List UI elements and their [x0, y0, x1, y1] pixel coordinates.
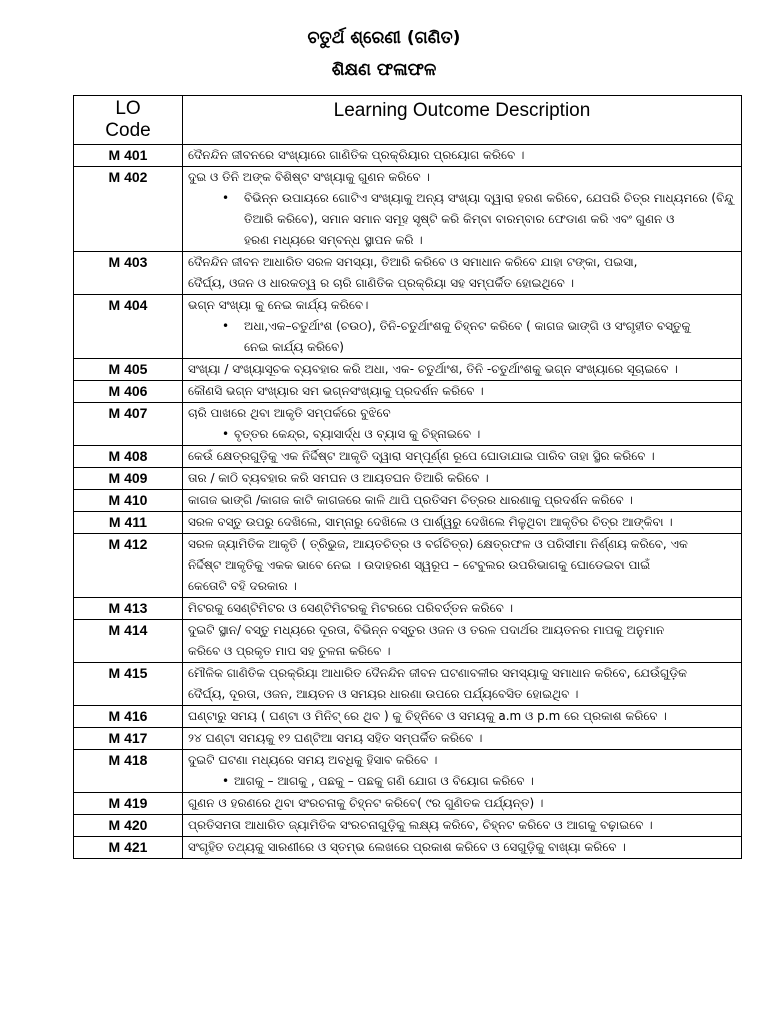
table-row: [74, 145, 742, 167]
learning-outcome-table: [73, 95, 742, 859]
table-row: [74, 598, 742, 620]
lo-description-cell: [183, 598, 742, 620]
description-line: ଘଣ୍ଟାରୁ ସମୟ ( ଘଣ୍ଟା ଓ ମିନିଟ୍ ରେ ଥିବ ) କୁ ଚିହ୍ନିବେ ଓ ସମୟକୁ a.m ଓ p.m ରେ ପ୍ରକାଶ କରିବେ ।: [188, 709, 667, 723]
table-header-row: [74, 96, 742, 145]
description-line: ସଂଖ୍ୟା / ସଂଖ୍ୟାସୂଚକ ବ୍ୟବହାର କରି ଅଧା, ଏକ- ଚତୁର୍ଥାଂଶ, ତିନି -ଚତୁର୍ଥାଂଶକୁ ଭଗ୍ନ ସଂଖ୍ୟାରେ ସୂଚାଇବେ ।: [188, 362, 678, 376]
description-line: ସଂଗୃହିତ ତଥ୍ୟକୁ ସାରଣୀରେ ଓ ସ୍ତମ୍ଭ ଲେଖରେ ପ୍ରକାଶ କରିବେ ଓ ସେଗୁଡ଼ିକୁ ବାଖ୍ୟା କରିବେ ।: [188, 840, 626, 854]
table-row: [74, 167, 742, 252]
lo-description-cell: [183, 295, 742, 359]
header-description: Learning Outcome Description: [183, 96, 742, 145]
lo-description-cell: [183, 490, 742, 512]
lo-code-cell: M 409: [74, 468, 183, 490]
description-line: ଭଗ୍ନ ସଂଖ୍ୟା କୁ ନେଇ କାର୍ଯ୍ୟ କରିବେ।: [188, 298, 369, 312]
lo-code-cell: M 420: [74, 815, 183, 837]
table-row: [74, 663, 742, 706]
lo-description-cell: [183, 359, 742, 381]
table-row: [74, 837, 742, 859]
description-line: ଦୈର୍ଘ୍ୟ, ଓଜନ ଓ ଧାରକତ୍ୱ ର ଚାରି ଗାଣିତିକ ପ୍ରକ୍ରିୟା ସହ ସମ୍ପର୍କିତ ହୋଇଥିବେ ।: [188, 276, 574, 290]
table-row: [74, 252, 742, 295]
table-row: [74, 728, 742, 750]
table-row: [74, 815, 742, 837]
lo-code-cell: M 421: [74, 837, 183, 859]
page-title: ଚତୁର୍ଥ ଶ୍ରେଣୀ (ଗଣିତ): [307, 28, 461, 48]
description-line: ଦୁଇ ଓ ତିନି ଅଙ୍କ ବିଶିଷ୍ଟ ସଂଖ୍ୟାକୁ ଗୁଣନ କରିବେ ।: [188, 170, 430, 184]
description-line: ନିର୍ଦ୍ଦିଷ୍ଟ ଆକୃତିକୁ ଏକକ ଭାବେ ନେଇ । ଉଦାହରଣ ସ୍ୱରୂପ – ଟେବୁଲର ଉପରିଭାଗକୁ ଘୋଡେଇବା ପାଇଁ: [188, 558, 651, 572]
lo-code-cell: M 419: [74, 793, 183, 815]
description-line: ଚାରି ପାଖରେ ଥିବା ଆକୃତି ସମ୍ପର୍କରେ ବୁଝିବେ: [188, 406, 391, 420]
bullet-item: [188, 188, 735, 251]
description-line: କୌଣସି ଭଗ୍ନ ସଂଖ୍ୟାର ସମ ଭଗ୍ନସଂଖ୍ୟାକୁ ପ୍ରଦର୍ଶନ କରିବେ ।: [188, 384, 484, 398]
description-line: ଦୈର୍ଘ୍ୟ, ଦୂରତା, ଓଜନ, ଆୟତନ ଓ ସମୟର ଧାରଣା ଉପରେ ପର୍ଯ୍ୟବେସିତ ହୋଇଥିବ ।: [188, 687, 579, 701]
description-line: ଦୈନନ୍ଦିନ ଜୀବନ ଆଧାରିତ ସରଳ ସମସ୍ୟା, ତିଆରି କରିବେ ଓ ସମାଧାନ କରିବେ ଯାହା ଟଙ୍କା, ପଇସା,: [188, 255, 638, 269]
lo-description-cell: [183, 145, 742, 167]
lo-code-cell: M 403: [74, 252, 183, 295]
lo-description-cell: [183, 750, 742, 793]
bullet-icon: •: [222, 427, 230, 441]
lo-code-cell: M 408: [74, 446, 183, 468]
table-row: [74, 490, 742, 512]
lo-description-cell: [183, 793, 742, 815]
lo-description-cell: [183, 534, 742, 598]
lo-code-cell: M 406: [74, 381, 183, 403]
description-line: ୨୪ ଘଣ୍ଟା ସମୟକୁ ୧୨ ଘଣ୍ଟିଆ ସମୟ ସହିତ ସମ୍ପର୍କିତ କରିବେ ।: [188, 731, 483, 745]
bullet-icon: •: [222, 774, 230, 788]
lo-description-cell: [183, 403, 742, 446]
description-line: କେତୋଟି ବହି ଦରକାର ।: [188, 579, 297, 593]
table-row: [74, 620, 742, 663]
lo-description-cell: [183, 512, 742, 534]
table-row: [74, 512, 742, 534]
bullet-line: ଆଗକୁ – ଆଗକୁ , ପଛକୁ – ପଛକୁ ଗଣି ଯୋଗ ଓ ବିୟୋଗ କରିବେ ।: [234, 774, 534, 788]
description-line: ଦୁଇଟି ସ୍ଥାନ/ ବସ୍ତୁ ମଧ୍ୟରେ ଦୂରତା, ବିଭିନ୍ନ ବସ୍ତୁର ଓଜନ ଓ ତରଳ ପଦାର୍ଥର ଆୟତନର ମାପକୁ ଅନୁମାନ: [188, 623, 665, 637]
bullet-item: [188, 424, 735, 445]
description-line: ଦୈନନ୍ଦିନ ଜୀବନରେ ସଂଖ୍ୟାରେ ଗାଣିତିକ ପ୍ରକ୍ରିୟାର ପ୍ରୟୋଗ କରିବେ ।: [188, 148, 525, 162]
lo-code-cell: M 414: [74, 620, 183, 663]
bullet-item: [188, 771, 735, 792]
lo-code-cell: M 402: [74, 167, 183, 252]
lo-code-cell: M 416: [74, 706, 183, 728]
description-line: ମୌଳିକ ଗାଣିତିକ ପ୍ରକ୍ରିୟା ଆଧାରିତ ଦୈନନ୍ଦିନ ଜୀବନ ଘଟଣାବଳୀର ସମସ୍ୟାକୁ ସମାଧାନ କରିବେ, ଯେଉଁଗୁଡ଼ିକ: [188, 666, 687, 680]
lo-code-cell: M 412: [74, 534, 183, 598]
bullet-item: [188, 316, 735, 358]
lo-code-cell: M 411: [74, 512, 183, 534]
bullet-line: ଅଧା,ଏକ–ଚତୁର୍ଥାଂଶ (ଚଉଠ), ତିନି-ଚତୁର୍ଥାଂଶକୁ ଚିହ୍ନଟ କରିବେ ( କାଗଜ ଭାଙ୍ଗି ଓ ସଂଗୃହୀତ ବସ୍ତୁକୁ: [244, 319, 691, 333]
description-line: ପ୍ରତିସମତା ଆଧାରିତ ଜ୍ୟାମିତିକ ସଂରଚନାଗୁଡ଼ିକୁ ଲକ୍ଷ୍ୟ କରିବେ, ଚିହ୍ନଟ କରିବେ ଓ ଆଗକୁ ବଢ଼ାଇବେ ।: [188, 818, 653, 832]
bullet-icon: •: [222, 319, 230, 333]
bullet-line: ବିଭିନ୍ନ ଉପାୟରେ ଗୋଟିଏ ସଂଖ୍ୟାକୁ ଅନ୍ୟ ସଂଖ୍ୟା ଦ୍ୱାରା ହରଣ କରିବେ, ଯେପରି ଚିତ୍ର ମାଧ୍ୟମରେ (ବିନ୍ଦୁ: [244, 191, 734, 205]
lo-code-cell: M 415: [74, 663, 183, 706]
lo-description-cell: [183, 468, 742, 490]
lo-description-cell: [183, 252, 742, 295]
bullet-line: ବୃତ୍ତର କେନ୍ଦ୍ର, ବ୍ୟାସାର୍ଦ୍ଧ ଓ ବ୍ୟାସ କୁ ଚିହ୍ନାଇବେ ।: [234, 427, 481, 441]
lo-code-cell: M 417: [74, 728, 183, 750]
description-line: ସରଳ ବସ୍ତୁ ଉପରୁ ଦେଖିଲେ, ସାମ୍ନାରୁ ଦେଖିଲେ ଓ ପାର୍ଶ୍ୱରୁ ଦେଖିଲେ ମିଳୁଥିବା ଆକୃତିର ଚିତ୍ର ଆଙ୍କିବା ।: [188, 515, 673, 529]
lo-code-cell: M 407: [74, 403, 183, 446]
bullet-line: ହରଣ ମଧ୍ୟରେ ସମ୍ବନ୍ଧ ସ୍ଥାପନ କରି ।: [244, 233, 423, 247]
description-line: କାଗଜ ଭାଙ୍ଗି /କାଗଜ କାଟି କାଗଜରେ କାଳି ଥାପି ପ୍ରତିସମ ଚିତ୍ରର ଧାରଣାକୁ ପ୍ରଦର୍ଶନ କରିବେ ।: [188, 493, 633, 507]
lo-description-cell: [183, 381, 742, 403]
lo-description-cell: [183, 663, 742, 706]
table-row: [74, 793, 742, 815]
description-line: ତାର / କାଠି ବ୍ୟବହାର କରି ସମଘନ ଓ ଆୟତଘନ ତିଆରି କରିବେ ।: [188, 471, 489, 485]
lo-code-cell: M 413: [74, 598, 183, 620]
lo-code-cell: M 405: [74, 359, 183, 381]
lo-code-cell: M 404: [74, 295, 183, 359]
lo-code-cell: M 418: [74, 750, 183, 793]
header-lo-code: LO Code: [74, 96, 183, 145]
bullet-line: ନେଇ କାର୍ଯ୍ୟ କରିବେ): [244, 340, 344, 354]
lo-description-cell: [183, 815, 742, 837]
description-line: କରିବେ ଓ ପ୍ରକୃତ ମାପ ସହ ତୁଳନା କରିବେ ।: [188, 644, 391, 658]
description-line: ସରଳ ଜ୍ୟାମିତିକ ଆକୃତି ( ତ୍ରିଭୁଜ, ଆୟତଚିତ୍ର ଓ ବର୍ଗଚିତ୍ର) କ୍ଷେତ୍ରଫଳ ଓ ପରିସୀମା ନିର୍ଣ୍ଣୟ କରିବେ, ଏକ: [188, 537, 688, 551]
bullet-line: ତିଆରି କରିବେ), ସମାନ ସମାନ ସମୂହ ସୃଷ୍ଟି କରି କିମ୍ବା ବାରମ୍ବାର ଫେଡାଣ କରି ଏବଂ ଗୁଣନ ଓ: [244, 212, 675, 226]
lo-description-cell: [183, 167, 742, 252]
lo-code-cell: M 410: [74, 490, 183, 512]
description-line: କେଉଁ କ୍ଷେତ୍ରଗୁଡ଼ିକୁ ଏକ ନିର୍ଦ୍ଦିଷ୍ଟ ଆକୃତି ଦ୍ୱାରା ସମ୍ପୂର୍ଣ୍ଣ ରୂପେ ଘୋଡାଯାଇ ପାରିବ ତାହା ସ୍ଥିର କରିବେ ।: [188, 449, 655, 463]
table-body: [74, 145, 742, 859]
table-row: [74, 446, 742, 468]
table-row: [74, 534, 742, 598]
lo-description-cell: [183, 706, 742, 728]
table-row: [74, 706, 742, 728]
description-line: ଗୁଣନ ଓ ହରଣରେ ଥିବା ସଂରଚନାକୁ ଚିହ୍ନଟ କରିବେ( ୯ର ଗୁଣିତକ ପର୍ଯ୍ୟନ୍ତ) ।: [188, 796, 544, 810]
bullet-icon: •: [222, 191, 230, 205]
lo-description-cell: [183, 620, 742, 663]
lo-description-cell: [183, 728, 742, 750]
page-subtitle: ଶିକ୍ଷଣ ଫଳାଫଳ: [331, 60, 437, 80]
table-row: [74, 381, 742, 403]
table-row: [74, 359, 742, 381]
description-line: ମିଟରକୁ ସେଣ୍ଟିମିଟର ଓ ସେଣ୍ଟିମିଟରକୁ ମିଟରରେ ପରିବର୍ତ୍ତନ କରିବେ ।: [188, 601, 514, 615]
lo-description-cell: [183, 446, 742, 468]
table-row: [74, 468, 742, 490]
description-line: ଦୁଇଟି ଘଟଣା ମଧ୍ୟରେ ସମୟ ଅବଧିକୁ ହିସାବ କରିବେ ।: [188, 753, 438, 767]
lo-description-cell: [183, 837, 742, 859]
table-row: [74, 295, 742, 359]
table-row: [74, 403, 742, 446]
lo-code-cell: M 401: [74, 145, 183, 167]
table-row: [74, 750, 742, 793]
